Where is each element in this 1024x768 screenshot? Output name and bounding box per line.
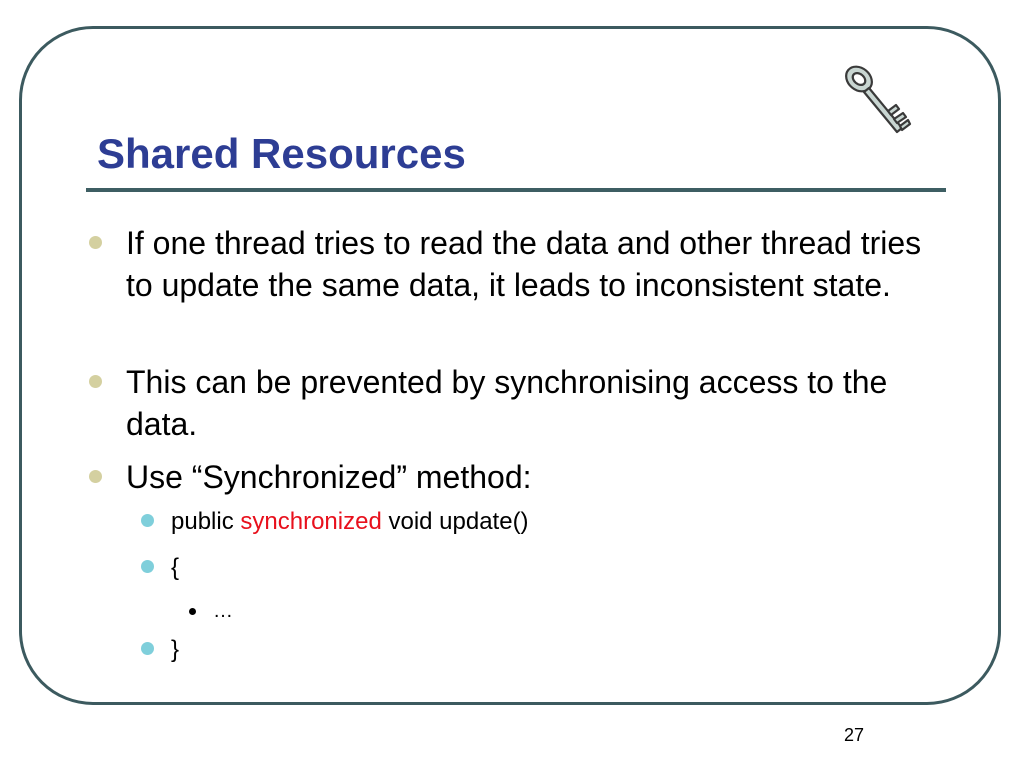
code-prefix: public — [171, 508, 241, 535]
title-divider — [86, 188, 946, 192]
page-number: 27 — [844, 725, 865, 745]
sub-sub-bullet-dot — [189, 608, 196, 615]
bullet-text: If one thread tries to read the data and other thread tries to update the same data, it leads to inconsistent state. — [126, 225, 922, 303]
code-line — [171, 506, 529, 538]
slide-title: Shared Resources — [97, 130, 466, 177]
code-line — [171, 634, 179, 666]
key-icon — [842, 62, 914, 138]
code-body: … — [213, 600, 233, 622]
bullet-dot — [89, 375, 102, 388]
bullet-text: Use “Synchronized” method: — [126, 459, 532, 495]
code-keyword: synchronized — [240, 508, 382, 535]
bullet-item — [126, 456, 926, 498]
bullet-text: This can be prevented by synchronising access to the data. — [126, 364, 888, 442]
code-line — [213, 598, 233, 624]
bullet-dot — [89, 470, 102, 483]
code-open-brace: { — [171, 554, 180, 581]
sub-bullet-dot — [141, 642, 154, 655]
bullet-item — [126, 361, 926, 445]
code-close-brace: } — [171, 636, 180, 663]
sub-bullet-dot — [141, 514, 154, 527]
bullet-item — [126, 222, 926, 306]
code-suffix: void update() — [381, 508, 529, 535]
bullet-dot — [89, 236, 102, 249]
sub-bullet-dot — [141, 560, 154, 573]
code-line — [171, 552, 179, 584]
